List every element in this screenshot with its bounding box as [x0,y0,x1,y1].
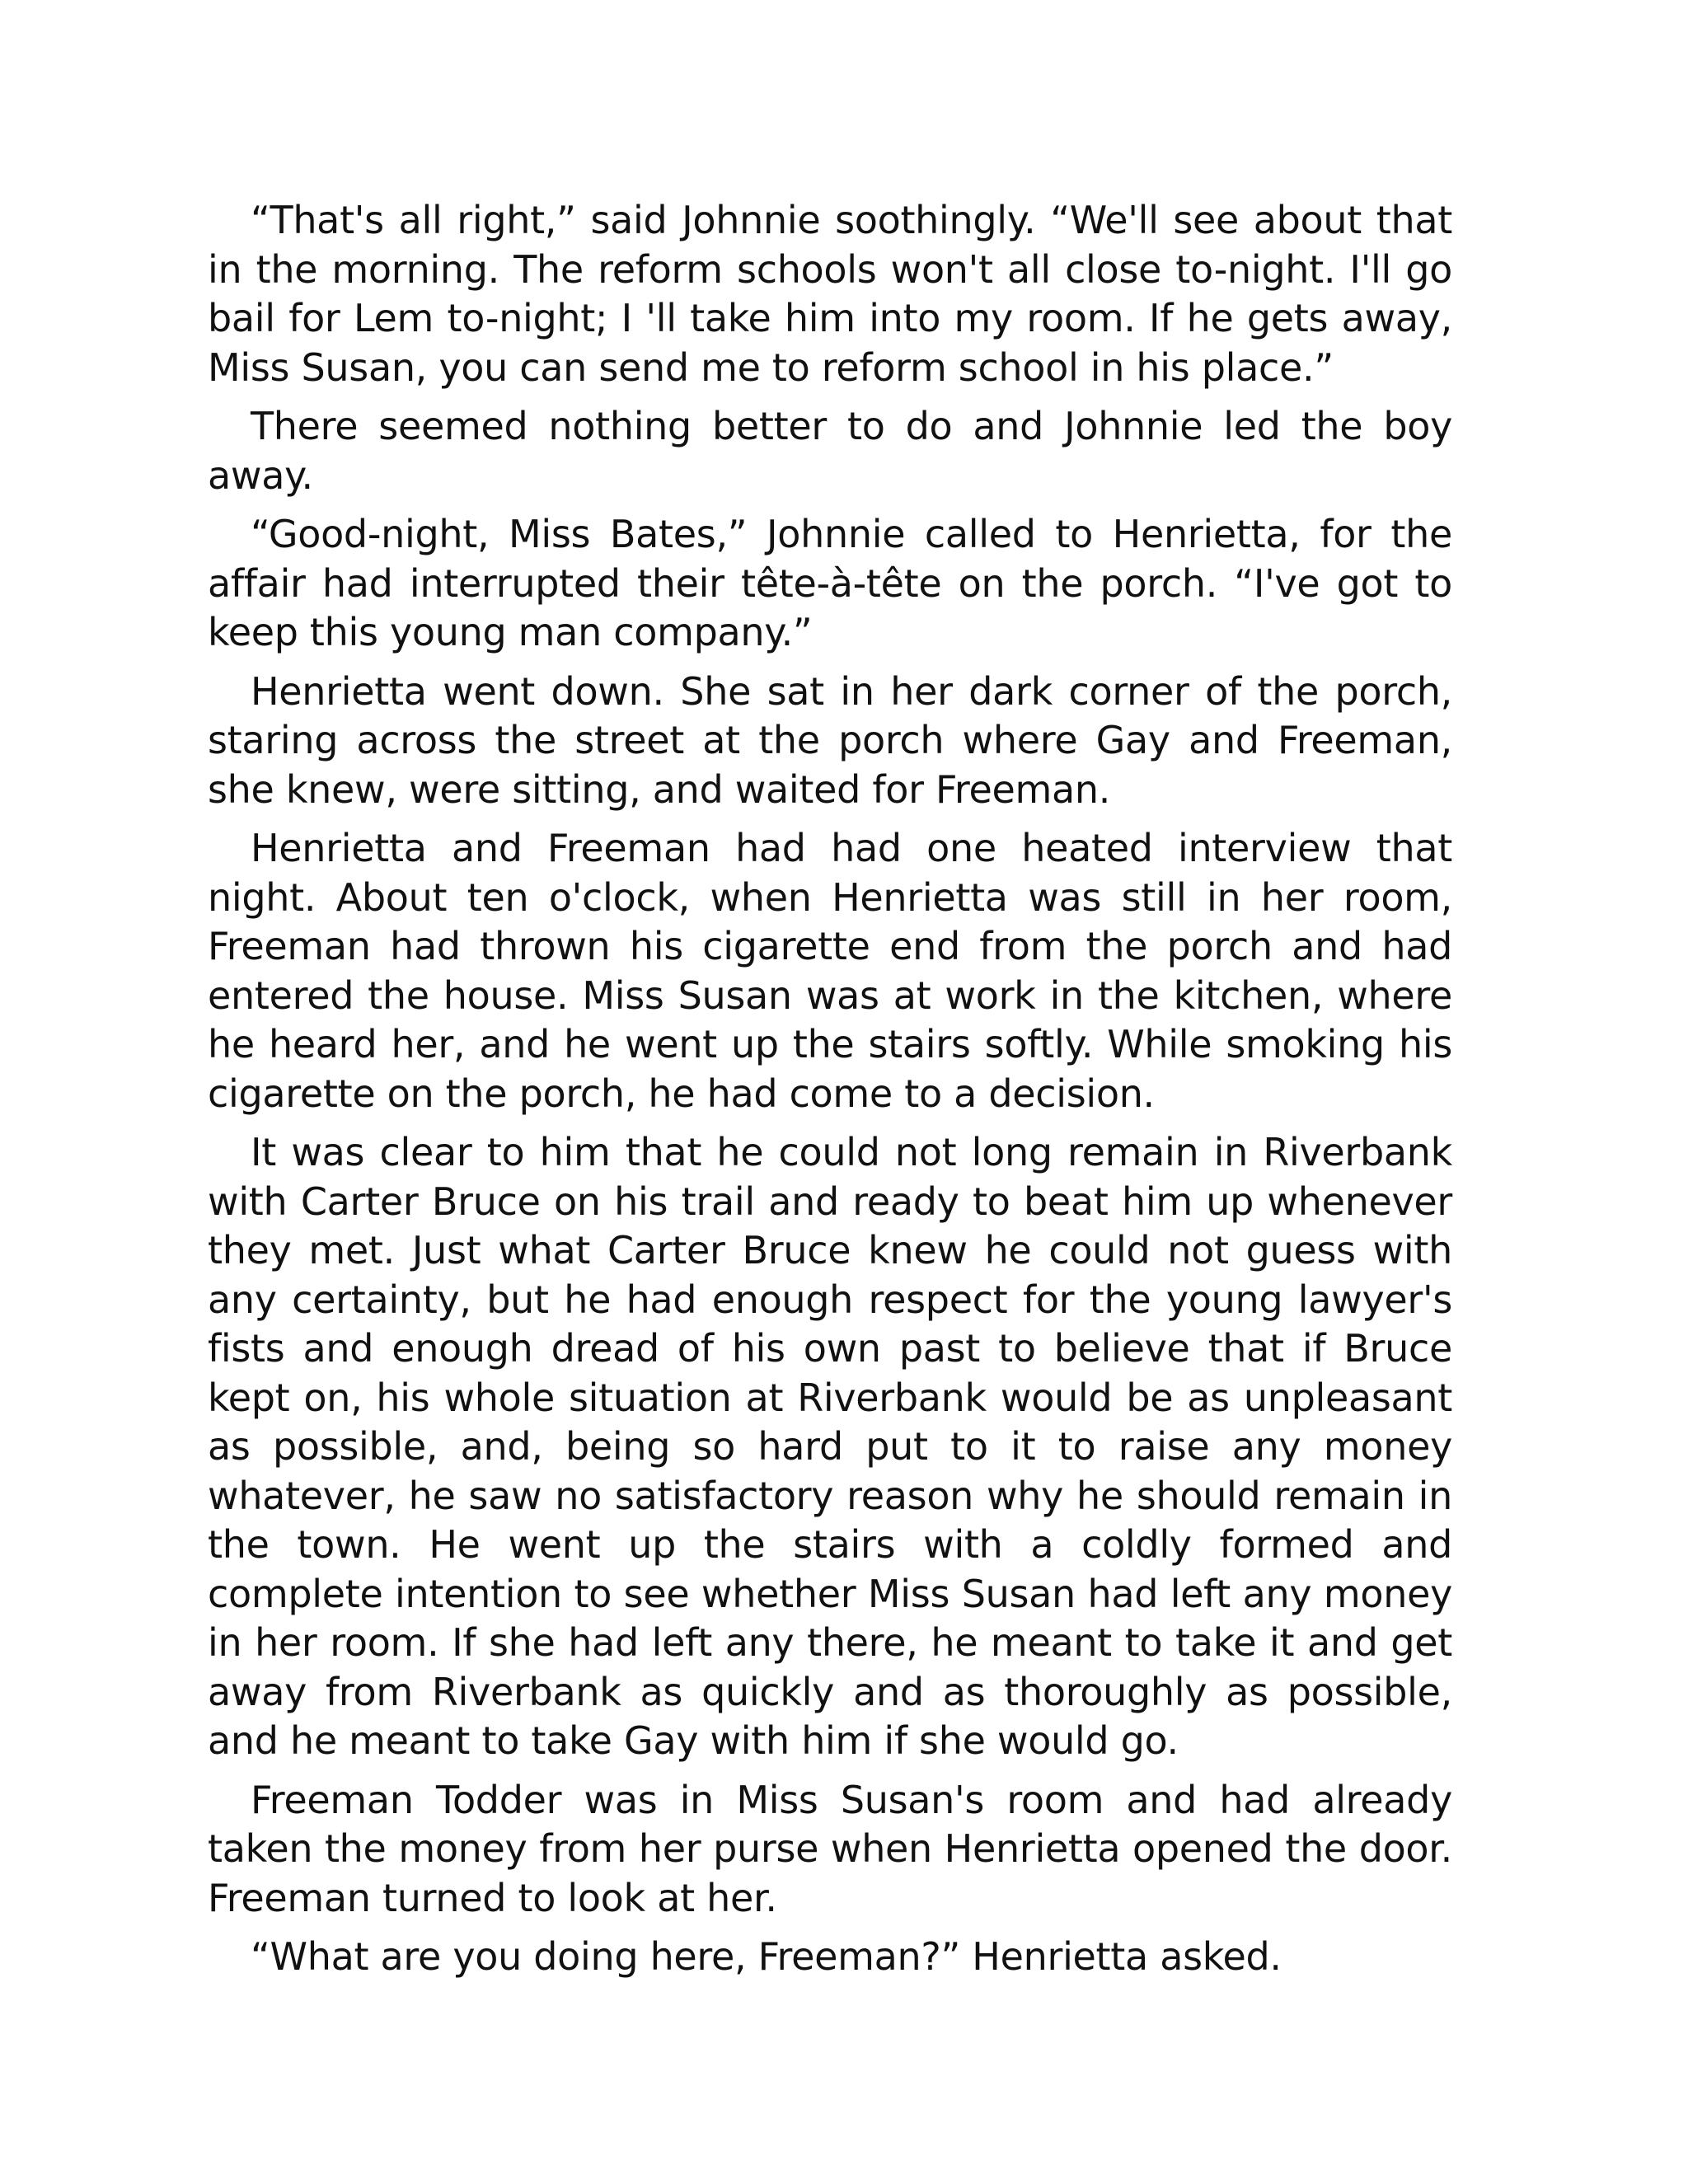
paragraph-4: Henrietta went down. She sat in her dark corner of the porch, staring across the street at the porch where Gay and Freeman, she knew, were sitting, and waited for Freeman. [208,668,1452,812]
paragraph-5: Henrietta and Freeman had had one heated interview that night. About ten o'clock, when Henrietta was still in her room, Freeman had thrown his cigarette end from the porch and had entered the house. Miss Susan was at work in the kitchen, where he heard her, and he went up the stairs softly. While smoking his cigarette on the porch, he had come to a decision. [208,826,1452,1116]
paragraph-7: Freeman Todder was in Miss Susan's room and had already taken the money from her purse when Henrietta opened the door. Freeman turned to look at her. [208,1777,1452,1920]
paragraph-3: “Good-night, Miss Bates,” Johnnie called to Henrietta, for the affair had interrupted their tête-à-tête on the porch. “I've got to keep this young man company.” [208,512,1452,654]
page-body [208,196,1452,1992]
paragraph-1: “That's all right,” said Johnnie soothingly. “We'll see about that in the morning. The reform schools won't all close to-night. I'll go bail for Lem to-night; I 'll take him into my room. If he gets away, Miss Susan, you can send me to reform school in his place.” [208,198,1452,390]
paragraph-8: “What are you doing here, Freeman?” Henrietta asked. [251,1934,1282,1979]
paragraph-6: It was clear to him that he could not long remain in Riverbank with Carter Bruce on his trail and ready to beat him up whenever they met. Just what Carter Bruce knew he could not guess with any certainty, but he had enough respect for the young lawyer's fists and enough dread of his own past to believe that if Bruce kept on, his whole situation at Riverbank would be as unpleasant as possible, and, being so hard put to it to raise any money whatever, he saw no satisfactory reason why he should remain in the town. He went up the stairs with a coldly formed and complete intention to see whether Miss Susan had left any money in her room. If she had left any there, he meant to take it and get away from Riverbank as quickly and as thoroughly as possible, and he meant to take Gay with him if she would go. [208,1130,1452,1763]
paragraph-2: There seemed nothing better to do and Johnnie led the boy away. [208,404,1452,498]
